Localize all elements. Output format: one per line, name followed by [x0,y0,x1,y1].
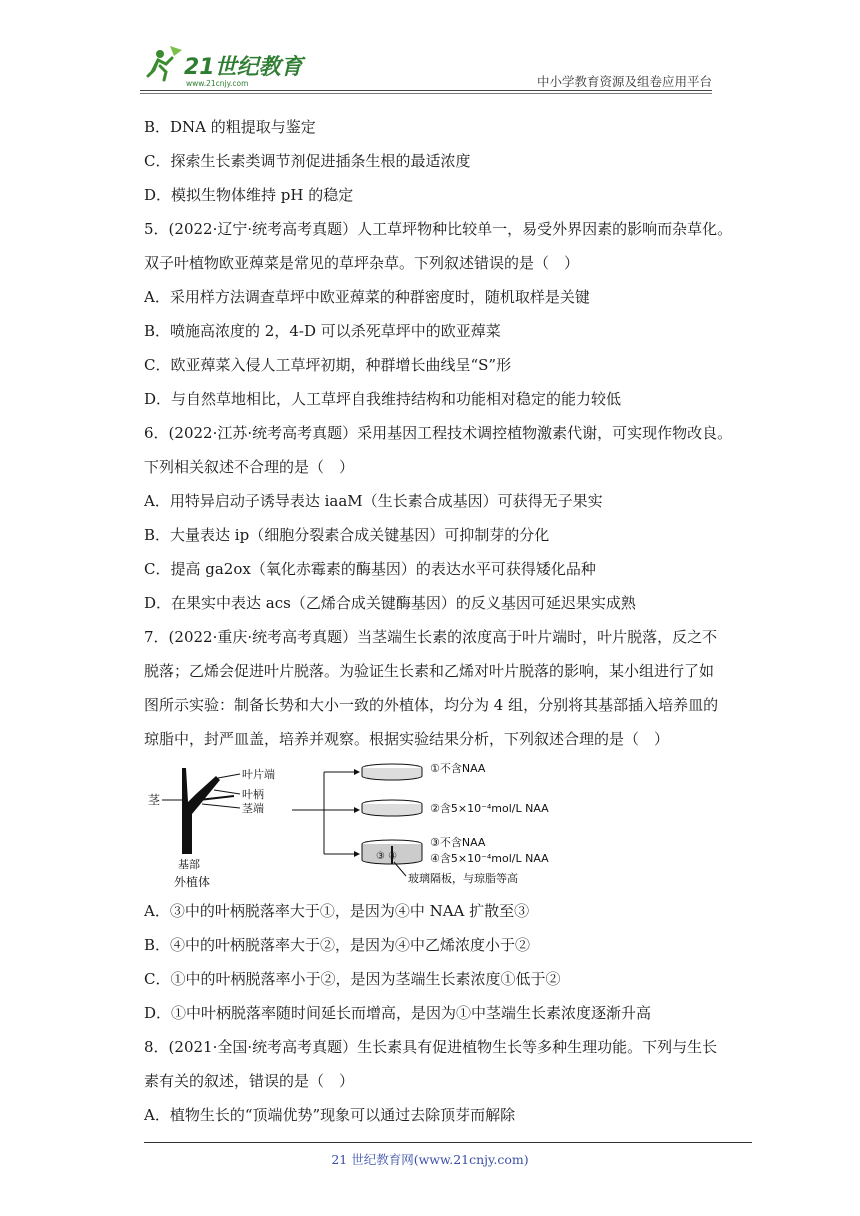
document-body [144,110,733,1132]
text-line: D．①中叶柄脱落率随时间延长而增高，是因为①中茎端生长素浓度逐渐升高 [144,1004,652,1022]
text-line: A．③中的叶柄脱落率大于①，是因为④中 NAA 扩散至③ [144,902,530,920]
text-line: A．用特异启动子诱导表达 iaaM（生长素合成基因）可获得无子果实 [144,492,603,510]
text-line: D．在果实中表达 acs（乙烯合成关键酶基因）的反义基因可延迟果实成熟 [144,594,636,612]
label-petiole: 叶柄 [242,788,264,801]
text-line: A．采用样方法调查草坪中欧亚蔊菜的种群密度时，随机取样是关键 [144,288,590,306]
text-line: 6．(2022·江苏·统考高考真题）采用基因工程技术调控植物激素代谢，可实现作物改良。 [144,424,733,442]
explant-drawing [182,768,234,854]
label-stem: 茎 [148,793,161,807]
label-base: 基部 [178,858,200,871]
text-line: B．大量表达 ip（细胞分裂素合成关键基因）可抑制芽的分化 [144,526,550,544]
label-leaf-end: 叶片端 [242,768,275,781]
dish-marks: ③ ④ [376,851,398,862]
divider-label: 玻璃隔板，与琼脂等高 [408,872,518,885]
text-line: B．④中的叶柄脱落率大于②，是因为④中乙烯浓度小于② [144,936,531,954]
text-line: B．DNA 的粗提取与鉴定 [144,118,316,136]
footer-divider [144,1142,752,1143]
experiment-diagram [144,762,574,890]
dish-4-label: ④含5×10⁻⁴mol/L NAA [430,852,549,865]
question-text-bottom [144,894,716,1132]
label-explant: 外植体 [174,875,211,889]
text-line: 5．(2022·辽宁·统考高考真题）人工草坪物种比较单一，易受外界因素的影响而杂草化。 [144,220,733,238]
text-line: C．①中的叶柄脱落率小于②，是因为茎端生长素浓度①低于② [144,970,561,988]
site-logo [140,40,320,90]
dish-1 [362,764,422,780]
text-line: A．植物生长的“顶端优势”现象可以通过去除顶芽而解除 [144,1106,516,1124]
text-line: D．模拟生物体维持 pH 的稳定 [144,186,354,204]
text-line: C．探索生长素类调节剂促进插条生根的最适浓度 [144,152,471,170]
header-divider [140,90,712,91]
text-line: 脱落；乙烯会促进叶片脱落。为验证生长素和乙烯对叶片脱落的影响，某小组进行了如 [144,662,715,680]
page-header [140,40,712,90]
text-line: 8．(2021·全国·统考高考真题）生长素具有促进植物生长等多种生理功能。下列与生长 [144,1038,718,1056]
dish-2 [362,800,422,816]
dish-3-label: ③不含NAA [430,836,486,849]
text-line: C．提高 ga2ox（氧化赤霉素的酶基因）的表达水平可获得矮化品种 [144,560,596,578]
text-line: 图所示实验：制备长势和大小一致的外植体，均分为 4 组，分别将其基部插入培养皿的 [144,696,719,714]
text-line: 7．(2022·重庆·统考高考真题）当茎端生长素的浓度高于叶片端时，叶片脱落，反之不 [144,628,718,646]
dish-2-label: ②含5×10⁻⁴mol/L NAA [430,802,549,815]
text-line: C．欧亚蔊菜入侵人工草坪初期，种群增长曲线呈“S”形 [144,356,512,374]
text-line: 双子叶植物欧亚蔊菜是常见的草坪杂草。下列叙述错误的是（ ） [144,254,580,272]
dish-1-label: ①不含NAA [430,762,486,775]
text-line: D．与自然草地相比，人工草坪自我维持结构和功能相对稳定的能力较低 [144,390,622,408]
label-stem-end: 茎端 [242,802,264,815]
text-line: B．喷施高浓度的 2，4-D 可以杀死草坪中的欧亚蔊菜 [144,322,501,340]
page-footer: 21 世纪教育网(www.21cnjy.com) [331,1152,529,1167]
text-line: 下列相关叙述不合理的是（ ） [144,458,355,476]
runner-icon [148,46,182,80]
experiment-figure [144,762,574,890]
logo-url: www.21cnjy.com [186,79,249,88]
question-text-top [144,110,733,756]
logo-text: 21世纪教育 [184,55,303,80]
text-line: 素有关的叙述，错误的是（ ） [144,1072,355,1090]
platform-name: 中小学教育资源及组卷应用平台 [536,74,712,89]
text-line: 琼脂中，封严皿盖，培养并观察。根据实验结果分析，下列叙述合理的是（ ） [144,730,670,748]
dish-3-4 [362,840,422,864]
header-divider-thin [140,93,712,94]
